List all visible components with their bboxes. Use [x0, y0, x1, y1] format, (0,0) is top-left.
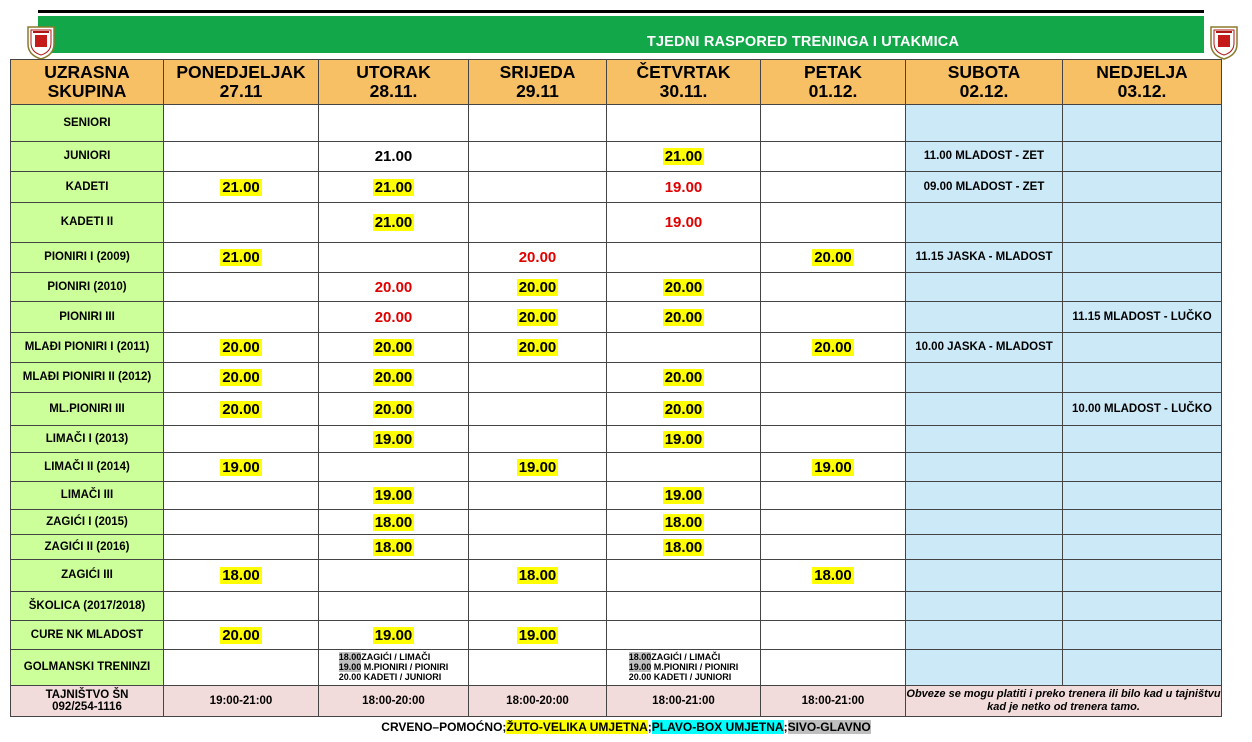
schedule-cell	[1063, 510, 1222, 535]
schedule-cell	[906, 273, 1063, 302]
training-time: 20.00	[374, 369, 413, 386]
schedule-cell	[164, 621, 319, 650]
schedule-cell	[607, 453, 761, 482]
schedule-cell	[607, 510, 761, 535]
goalkeeper-list: 18.00ZAGIĆI / LIMAČI 19.00 M.PIONIRI / PIONIRI 20.00 KADETI / JUNIORI	[338, 651, 449, 682]
day-header: NEDJELJA 03.12.	[1063, 60, 1222, 105]
training-time: 19.00	[518, 458, 557, 476]
legend-yellow: ŽUTO-VELIKA UMJETNA	[506, 720, 648, 734]
schedule-cell	[469, 592, 607, 621]
training-time: 20.00	[518, 308, 557, 326]
schedule-cell	[1063, 592, 1222, 621]
goalkeeper-row	[11, 650, 1222, 686]
schedule-cell	[1063, 393, 1222, 426]
training-time: 21.00	[374, 214, 413, 231]
match-info: 11.00 MLADOST - ZET	[923, 150, 1045, 162]
schedule-cell	[319, 243, 469, 273]
page-title: TJEDNI RASPORED TRENINGA I UTAKMICA	[646, 34, 960, 50]
training-time: 19.00	[664, 214, 703, 231]
match-info: 10.00 JASKA - MLADOST	[915, 341, 1053, 353]
schedule-cell	[469, 105, 607, 142]
schedule-cell	[164, 510, 319, 535]
training-time: 20.00	[374, 400, 413, 418]
schedule-cell	[906, 393, 1063, 426]
schedule-cell	[469, 172, 607, 203]
schedule-cell	[906, 621, 1063, 650]
table-row	[11, 482, 1222, 510]
table-row	[11, 363, 1222, 393]
schedule-cell	[469, 393, 607, 426]
schedule-cell	[469, 650, 607, 686]
training-time: 20.00	[374, 339, 413, 356]
group-label: ML.PIONIRI III	[11, 393, 164, 426]
schedule-cell	[469, 243, 607, 273]
schedule-cell	[607, 535, 761, 560]
schedule-cell	[469, 560, 607, 592]
color-legend: CRVENO–POMOĆNO;ŽUTO-VELIKA UMJETNA;PLAVO-BOX UMJETNA;SIVO-GLAVNO	[381, 720, 871, 734]
schedule-cell	[607, 393, 761, 426]
schedule-cell	[319, 273, 469, 302]
match-info: 11.15 MLADOST - LUČKO	[1072, 310, 1212, 323]
training-time: 20.00	[814, 339, 852, 356]
group-label: LIMAČI II (2014)	[11, 453, 164, 482]
schedule-cell	[607, 333, 761, 363]
schedule-cell	[164, 302, 319, 333]
training-time: 18.00	[222, 567, 260, 584]
schedule-cell	[164, 203, 319, 243]
training-time: 20.00	[664, 278, 703, 296]
table-row	[11, 273, 1222, 302]
schedule-cell	[761, 302, 906, 333]
schedule-cell	[761, 105, 906, 142]
training-time: 19.00	[374, 626, 413, 644]
table-row	[11, 592, 1222, 621]
schedule-cell	[164, 592, 319, 621]
schedule-cell	[906, 535, 1063, 560]
schedule-cell	[607, 560, 761, 592]
group-label: SENIORI	[11, 105, 164, 142]
schedule-cell	[1063, 333, 1222, 363]
schedule-cell	[761, 535, 906, 560]
training-time: 19.00	[518, 626, 557, 644]
schedule-cell	[761, 172, 906, 203]
schedule-cell	[607, 203, 761, 243]
schedule-cell	[319, 302, 469, 333]
schedule-cell	[319, 621, 469, 650]
schedule-cell	[319, 482, 469, 510]
training-time: 18.00	[518, 567, 557, 584]
schedule-cell	[164, 453, 319, 482]
table-row	[11, 535, 1222, 560]
schedule-cell	[607, 363, 761, 393]
match-info: 11.15 JASKA - MLADOST	[915, 251, 1053, 263]
schedule-cell	[607, 273, 761, 302]
training-time: 18.00	[664, 513, 703, 531]
training-time: 20.00	[222, 339, 260, 356]
group-label: ZAGIĆI III	[11, 560, 164, 592]
training-time: 19.00	[374, 430, 413, 448]
schedule-cell	[319, 142, 469, 172]
office-hours: 18:00-21:00	[607, 686, 761, 717]
schedule-cell	[319, 592, 469, 621]
office-hours: 18:00-21:00	[761, 686, 906, 717]
day-header: SRIJEDA 29.11	[469, 60, 607, 105]
schedule-cell	[906, 142, 1063, 172]
training-time: 20.00	[814, 249, 852, 266]
schedule-cell	[761, 363, 906, 393]
group-label: MLAĐI PIONIRI I (2011)	[11, 333, 164, 363]
goalkeeper-list: 18.00ZAGIĆI / LIMAČI 19.00 M.PIONIRI / PIONIRI 20.00 KADETI / JUNIORI	[628, 651, 739, 682]
schedule-cell	[607, 243, 761, 273]
table-row	[11, 510, 1222, 535]
schedule-cell	[319, 560, 469, 592]
training-time: 20.00	[664, 400, 703, 418]
table-row	[11, 621, 1222, 650]
group-label: PIONIRI III	[11, 302, 164, 333]
table-row	[11, 203, 1222, 243]
schedule-cell	[607, 172, 761, 203]
schedule-cell	[319, 172, 469, 203]
schedule-cell	[469, 453, 607, 482]
schedule-cell	[319, 426, 469, 453]
training-time: 21.00	[664, 148, 703, 165]
schedule-cell	[906, 592, 1063, 621]
schedule-cell	[906, 560, 1063, 592]
schedule-cell	[1063, 453, 1222, 482]
schedule-cell	[1063, 142, 1222, 172]
office-info: TAJNIŠTVO ŠN 092/254-1116	[11, 686, 164, 717]
schedule-cell	[469, 273, 607, 302]
schedule-cell	[761, 203, 906, 243]
schedule-cell	[1063, 172, 1222, 203]
group-label: ZAGIĆI II (2016)	[11, 535, 164, 560]
group-label: KADETI II	[11, 203, 164, 243]
schedule-cell	[469, 426, 607, 453]
schedule-cell	[164, 426, 319, 453]
schedule-cell	[906, 105, 1063, 142]
training-time: 19.00	[664, 487, 703, 504]
training-time: 18.00	[374, 513, 413, 531]
schedule-cell	[1063, 621, 1222, 650]
schedule-cell	[1063, 363, 1222, 393]
schedule-cell	[607, 482, 761, 510]
payment-note: Obveze se mogu platiti i preko trenera ili bilo kad u tajništvu kad je netko od trenera tamo.	[906, 686, 1222, 717]
training-time: 20.00	[222, 400, 260, 418]
schedule-cell	[1063, 203, 1222, 243]
header-row	[11, 60, 1222, 105]
table-row	[11, 560, 1222, 592]
schedule-cell	[1063, 302, 1222, 333]
schedule-cell	[469, 621, 607, 650]
table-row	[11, 333, 1222, 363]
day-header: ČETVRTAK 30.11.	[607, 60, 761, 105]
group-label: CURE NK MLADOST	[11, 621, 164, 650]
schedule-cell	[164, 172, 319, 203]
schedule-cell	[164, 650, 319, 686]
schedule-cell	[1063, 105, 1222, 142]
schedule-cell	[761, 426, 906, 453]
training-time: 21.00	[222, 249, 260, 266]
schedule-cell	[761, 650, 906, 686]
schedule-cell	[1063, 560, 1222, 592]
day-header: UTORAK 28.11.	[319, 60, 469, 105]
table-row	[11, 172, 1222, 203]
schedule-cell	[761, 453, 906, 482]
schedule-cell	[761, 510, 906, 535]
group-label: ŠKOLICA (2017/2018)	[11, 592, 164, 621]
training-time: 20.00	[518, 278, 557, 296]
schedule-cell	[906, 510, 1063, 535]
schedule-cell	[164, 243, 319, 273]
schedule-cell	[607, 302, 761, 333]
training-time: 19.00	[222, 458, 260, 476]
schedule-cell	[1063, 426, 1222, 453]
table-row	[11, 302, 1222, 333]
training-time: 19.00	[664, 430, 703, 448]
group-label: KADETI	[11, 172, 164, 203]
group-header: UZRASNA SKUPINA	[11, 60, 164, 105]
schedule-cell	[906, 650, 1063, 686]
training-time: 20.00	[222, 626, 260, 644]
schedule-cell	[319, 105, 469, 142]
schedule-cell	[906, 482, 1063, 510]
match-info: 09.00 MLADOST - ZET	[923, 180, 1045, 193]
top-rule	[38, 10, 1204, 13]
schedule-cell	[469, 203, 607, 243]
group-label: ZAGIĆI I (2015)	[11, 510, 164, 535]
schedule-cell	[906, 172, 1063, 203]
schedule-cell	[164, 273, 319, 302]
match-info: 10.00 MLADOST - LUČKO	[1072, 402, 1212, 415]
schedule-cell	[469, 535, 607, 560]
table-row	[11, 453, 1222, 482]
schedule-cell	[164, 482, 319, 510]
schedule-cell	[164, 363, 319, 393]
group-label: GOLMANSKI TRENINZI	[11, 650, 164, 686]
schedule-cell	[469, 302, 607, 333]
schedule-cell	[906, 333, 1063, 363]
schedule-cell	[761, 482, 906, 510]
schedule-cell	[319, 333, 469, 363]
training-time: 20.00	[222, 369, 260, 386]
schedule-cell	[319, 203, 469, 243]
legend-red: CRVENO–POMOĆNO;	[381, 720, 507, 734]
schedule-cell	[469, 333, 607, 363]
training-time: 20.00	[664, 369, 703, 386]
schedule-cell	[1063, 535, 1222, 560]
schedule-cell	[319, 535, 469, 560]
schedule-cell	[761, 142, 906, 172]
schedule-cell	[164, 535, 319, 560]
schedule-cell	[1063, 273, 1222, 302]
footer-row	[11, 686, 1222, 717]
schedule-cell	[164, 142, 319, 172]
schedule-cell	[906, 243, 1063, 273]
group-label: LIMAČI I (2013)	[11, 426, 164, 453]
legend-blue: PLAVO-BOX UMJETNA	[651, 720, 784, 734]
schedule-cell	[1063, 243, 1222, 273]
group-label: LIMAČI III	[11, 482, 164, 510]
schedule-cell	[761, 393, 906, 426]
office-hours: 18:00-20:00	[469, 686, 607, 717]
schedule-cell	[469, 142, 607, 172]
group-label: MLAĐI PIONIRI II (2012)	[11, 363, 164, 393]
schedule-cell	[607, 142, 761, 172]
schedule-cell	[1063, 482, 1222, 510]
training-time: 20.00	[664, 308, 703, 326]
table-row	[11, 105, 1222, 142]
schedule-cell	[761, 333, 906, 363]
legend-grey: SIVO-GLAVNO	[787, 720, 871, 734]
schedule-cell	[319, 363, 469, 393]
training-time: 20.00	[374, 278, 413, 296]
schedule-cell	[164, 333, 319, 363]
schedule-cell	[906, 203, 1063, 243]
schedule-cell	[469, 482, 607, 510]
schedule-cell	[607, 426, 761, 453]
training-time: 19.00	[664, 178, 703, 196]
day-header: SUBOTA 02.12.	[906, 60, 1063, 105]
schedule-cell	[761, 621, 906, 650]
schedule-cell	[607, 105, 761, 142]
schedule-table	[10, 59, 1222, 717]
table-row	[11, 426, 1222, 453]
day-header: PONEDJELJAK 27.11	[164, 60, 319, 105]
goalkeeper-cell	[319, 650, 469, 686]
table-row	[11, 393, 1222, 426]
schedule-cell	[607, 621, 761, 650]
table-row	[11, 142, 1222, 172]
schedule-cell	[164, 393, 319, 426]
schedule-cell	[319, 510, 469, 535]
group-label: PIONIRI (2010)	[11, 273, 164, 302]
training-time: 18.00	[664, 538, 703, 556]
group-label: JUNIORI	[11, 142, 164, 172]
group-label: PIONIRI I (2009)	[11, 243, 164, 273]
table-row	[11, 243, 1222, 273]
club-crest-icon	[1209, 24, 1239, 60]
schedule-cell	[164, 105, 319, 142]
schedule-cell	[761, 560, 906, 592]
training-time: 20.00	[518, 339, 557, 356]
schedule-cell	[164, 560, 319, 592]
schedule-body	[11, 105, 1222, 650]
day-header: PETAK 01.12.	[761, 60, 906, 105]
club-crest-icon	[26, 24, 56, 60]
schedule-cell	[319, 393, 469, 426]
schedule-cell	[906, 426, 1063, 453]
office-hours: 19:00-21:00	[164, 686, 319, 717]
schedule-cell	[761, 243, 906, 273]
training-time: 20.00	[518, 249, 557, 266]
training-time: 21.00	[374, 178, 413, 196]
training-time: 20.00	[374, 308, 413, 326]
training-time: 19.00	[374, 487, 413, 504]
schedule-cell	[607, 592, 761, 621]
schedule-cell	[761, 592, 906, 621]
schedule-cell	[319, 453, 469, 482]
schedule-cell	[469, 363, 607, 393]
training-time: 21.00	[374, 148, 413, 165]
schedule-cell	[469, 510, 607, 535]
schedule-cell	[906, 453, 1063, 482]
schedule-cell	[906, 363, 1063, 393]
schedule-cell	[761, 273, 906, 302]
goalkeeper-cell	[607, 650, 761, 686]
training-time: 21.00	[222, 178, 260, 196]
schedule-cell	[906, 302, 1063, 333]
training-time: 18.00	[374, 538, 413, 556]
office-hours: 18:00-20:00	[319, 686, 469, 717]
training-time: 18.00	[814, 567, 852, 584]
schedule-cell	[1063, 650, 1222, 686]
training-time: 19.00	[814, 458, 852, 476]
